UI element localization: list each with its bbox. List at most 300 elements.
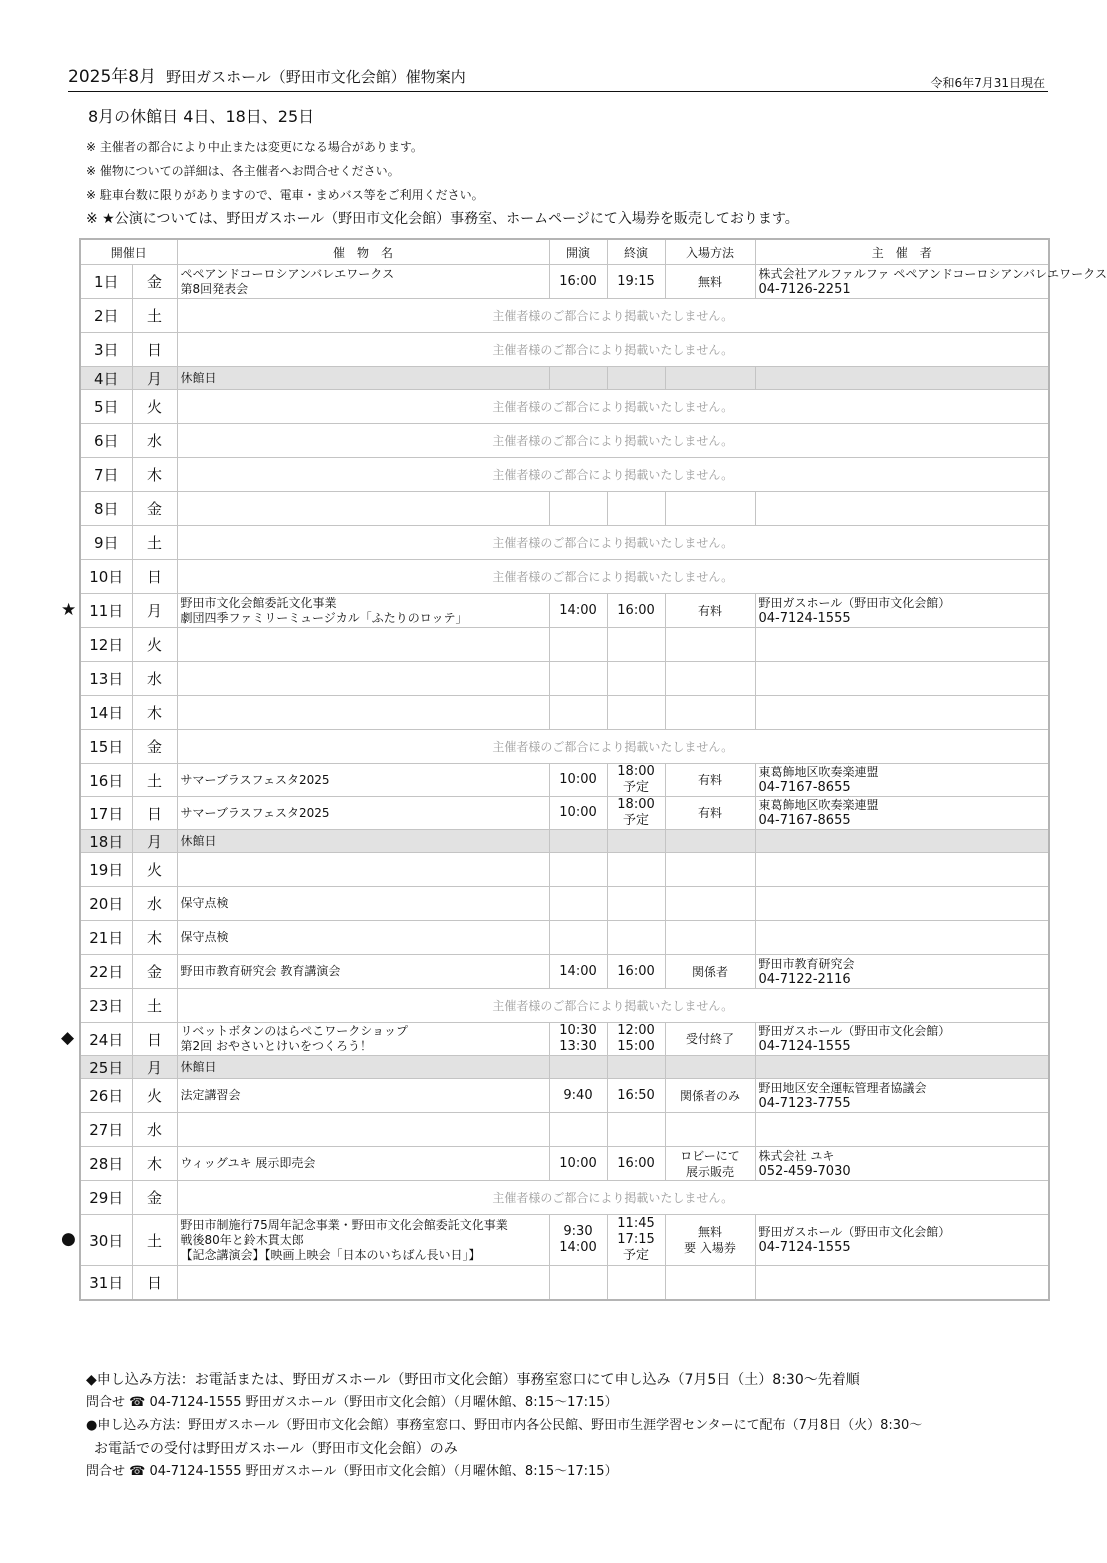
day-cell: 16日 (80, 764, 132, 797)
cell-line: 9:40 (563, 1087, 593, 1103)
cell-line: 10:30 (559, 1023, 597, 1038)
organizer-name: 株式会社アルファルファ ペペアンドコーロシアンバレエワークス (758, 266, 1107, 281)
cell-line: 戦後80年と鈴木貫太郎 (180, 1232, 304, 1247)
table-row (80, 921, 1049, 955)
close-time-cell (607, 887, 665, 921)
day-cell: 17日 (80, 797, 132, 830)
note-1: ※ 主催者の都合により中止または変更になる場合があります。 (86, 140, 423, 154)
day-cell: 4日 (80, 367, 132, 390)
event-name-cell (177, 1023, 549, 1056)
open-time-cell (549, 367, 607, 390)
cell-line: 16:00 (559, 273, 597, 289)
organizer-cell (755, 887, 1049, 921)
header-close-time: 終演 (607, 239, 665, 265)
table-row (80, 560, 1049, 594)
cell-line: 受付終了 (686, 1032, 735, 1046)
organizer-cell (755, 1079, 1049, 1113)
event-name-cell (177, 830, 549, 853)
weekday-cell: 木 (132, 696, 177, 730)
table-row (80, 390, 1049, 424)
event-name-cell (177, 594, 549, 628)
open-time-cell (549, 830, 607, 853)
cell-line: 関係者のみ (680, 1088, 741, 1103)
cell-line: 保守点検 (180, 896, 229, 910)
organizer-cell (755, 594, 1049, 628)
organizer-name: 東葛飾地区吹奏楽連盟 (758, 798, 879, 812)
organizer-cell (755, 1215, 1049, 1266)
organizer-cell (755, 955, 1049, 989)
entry-method-cell (665, 955, 755, 989)
day-cell: 18日 (80, 830, 132, 853)
footer-apply-diamond: ◆申し込み方法：お電話または、野田ガスホール（野田市文化会館）事務室窓口にて申し込み（7月5日（土）8:30～先着順 (86, 1372, 860, 1388)
weekday-cell: 土 (132, 1215, 177, 1266)
table-row (80, 830, 1049, 853)
day-cell: 9日 (80, 526, 132, 560)
organizer-phone: 04-7124-1555 (758, 610, 851, 626)
entry-method-cell (665, 492, 755, 526)
cell-line: 野田市制施行75周年記念事業・野田市文化会館委託文化事業 (180, 1217, 508, 1232)
cell-line: 11:45 (617, 1216, 655, 1231)
event-name-cell (177, 367, 549, 390)
open-time-cell (549, 853, 607, 887)
not-published-cell: 主催者様のご都合により掲載いたしません。 (177, 299, 1049, 333)
entry-method-cell (665, 1215, 755, 1266)
day-cell: 6日 (80, 424, 132, 458)
cell-line: 予定 (623, 1248, 650, 1263)
organizer-cell (755, 1023, 1049, 1056)
close-time-cell (607, 1079, 665, 1113)
table-row (80, 853, 1049, 887)
weekday-cell: 水 (132, 662, 177, 696)
day-cell: 25日 (80, 1056, 132, 1079)
cell-line: サマーブラスフェスタ2025 (180, 772, 330, 787)
entry-method-cell (665, 1266, 755, 1301)
day-cell: 22日 (80, 955, 132, 989)
organizer-name: 野田地区安全運転管理者協議会 (758, 1080, 927, 1095)
cell-line: 保守点検 (180, 930, 229, 944)
weekday-cell: 金 (132, 265, 177, 299)
weekday-cell: 木 (132, 458, 177, 492)
weekday-cell: 火 (132, 628, 177, 662)
footer-phone-note: お電話での受付は野田ガスホール（野田市文化会館）のみ (94, 1441, 458, 1457)
close-time-cell (607, 265, 665, 299)
close-time-cell (607, 797, 665, 830)
entry-method-cell (665, 367, 755, 390)
organizer-cell (755, 492, 1049, 526)
day-cell: 26日 (80, 1079, 132, 1113)
note-3: ※ 駐車台数に限りがありますので、電車・まめバス等をご利用ください。 (86, 188, 484, 202)
row-mark-icon: ● (61, 1229, 76, 1249)
cell-line: 14:00 (559, 1240, 597, 1255)
weekday-cell: 月 (132, 1056, 177, 1079)
entry-method-cell (665, 764, 755, 797)
weekday-cell: 日 (132, 1023, 177, 1056)
weekday-cell: 金 (132, 1181, 177, 1215)
organizer-cell (755, 921, 1049, 955)
cell-line: ペペアンドコーロシアンバレエワークス (180, 266, 395, 281)
note-4: ※ ★公演については、野田ガスホール（野田市文化会館）事務室、ホームページにて入場券を販売しております。 (86, 211, 799, 227)
entry-method-cell (665, 594, 755, 628)
close-time-cell (607, 830, 665, 853)
open-time-cell (549, 628, 607, 662)
organizer-name: 野田市教育研究会 (758, 956, 855, 971)
event-name-cell (177, 492, 549, 526)
open-time-cell (549, 662, 607, 696)
entry-method-cell (665, 853, 755, 887)
table-row (80, 594, 1049, 628)
note-2: ※ 催物についての詳細は、各主催者へお問合せください。 (86, 164, 400, 178)
cell-line: ロビーにて (680, 1148, 740, 1163)
cell-line: 予定 (623, 780, 650, 795)
table-row (80, 955, 1049, 989)
day-cell: 11日 (80, 594, 132, 628)
cell-line: 9:30 (563, 1224, 593, 1239)
weekday-cell: 土 (132, 526, 177, 560)
weekday-cell: 土 (132, 764, 177, 797)
event-name-cell (177, 1079, 549, 1113)
organizer-cell (755, 662, 1049, 696)
open-time-cell (549, 1215, 607, 1266)
close-time-cell (607, 628, 665, 662)
cell-line: 無料 (698, 274, 723, 289)
organizer-cell (755, 696, 1049, 730)
close-time-cell (607, 853, 665, 887)
entry-method-cell (665, 1023, 755, 1056)
day-cell: 14日 (80, 696, 132, 730)
close-time-cell (607, 594, 665, 628)
organizer-cell (755, 1113, 1049, 1147)
table-row (80, 458, 1049, 492)
day-cell: 5日 (80, 390, 132, 424)
weekday-cell: 日 (132, 560, 177, 594)
open-time-cell (549, 797, 607, 830)
table-row (80, 628, 1049, 662)
cell-line: 10:00 (559, 772, 597, 787)
day-cell: 19日 (80, 853, 132, 887)
day-cell: 21日 (80, 921, 132, 955)
cell-line: 有料 (698, 603, 723, 618)
entry-method-cell (665, 628, 755, 662)
weekday-cell: 月 (132, 594, 177, 628)
cell-line: 10:00 (559, 805, 597, 820)
weekday-cell: 火 (132, 853, 177, 887)
weekday-cell: 土 (132, 299, 177, 333)
not-published-cell: 主催者様のご都合により掲載いたしません。 (177, 458, 1049, 492)
table-row (80, 1266, 1049, 1301)
weekday-cell: 月 (132, 367, 177, 390)
event-name-cell (177, 1266, 549, 1301)
open-time-cell (549, 1056, 607, 1079)
cell-line: 16:00 (617, 602, 655, 618)
day-cell: 24日 (80, 1023, 132, 1056)
close-time-cell (607, 696, 665, 730)
day-cell: 20日 (80, 887, 132, 921)
table-row (80, 1056, 1049, 1079)
cell-line: 休館日 (180, 833, 217, 848)
organizer-phone: 04-7124-1555 (758, 1240, 851, 1255)
organizer-cell (755, 1266, 1049, 1301)
entry-method-cell (665, 265, 755, 299)
weekday-cell: 日 (132, 797, 177, 830)
entry-method-cell (665, 662, 755, 696)
weekday-cell: 水 (132, 1113, 177, 1147)
organizer-cell (755, 764, 1049, 797)
table-row (80, 887, 1049, 921)
close-time-cell (607, 921, 665, 955)
entry-method-cell (665, 1147, 755, 1181)
cell-line: 【記念講演会】【映画上映会「日本のいちばん長い日」】 (180, 1247, 481, 1262)
cell-line: 劇団四季ファミリーミュージカル「ふたりのロッテ」 (180, 610, 468, 625)
entry-method-cell (665, 1056, 755, 1079)
as-of-date: 令和6年7月31日現在 (930, 76, 1045, 90)
table-row (80, 367, 1049, 390)
cell-line: 13:30 (559, 1039, 597, 1054)
open-time-cell (549, 1113, 607, 1147)
cell-line: 15:00 (617, 1039, 655, 1054)
cell-line: 16:50 (617, 1087, 655, 1103)
cell-line: 法定講習会 (180, 1088, 241, 1102)
notes (86, 139, 799, 235)
footer-contact-2: 問合せ ☎ 04-7124-1555 野田ガスホール（野田市文化会館）（月曜休館、8:15～17:15） (86, 1464, 618, 1479)
entry-method-cell (665, 1113, 755, 1147)
row-mark-icon: ◆ (61, 1028, 75, 1048)
organizer-name: 東葛飾地区吹奏楽連盟 (758, 765, 879, 779)
open-time-cell (549, 696, 607, 730)
cell-line: 休館日 (180, 1059, 217, 1074)
footer-contact-1: 問合せ ☎ 04-7124-1555 野田ガスホール（野田市文化会館）（月曜休館、8:15～17:15） (86, 1395, 618, 1410)
cell-line: 10:00 (559, 1155, 597, 1171)
day-cell: 10日 (80, 560, 132, 594)
cell-line: ウィッグユキ 展示即売会 (180, 1156, 316, 1170)
day-cell: 28日 (80, 1147, 132, 1181)
table-row (80, 730, 1049, 764)
entry-method-cell (665, 887, 755, 921)
cell-line: 18:00 (617, 764, 655, 779)
organizer-cell (755, 628, 1049, 662)
cell-line: 16:00 (617, 1155, 655, 1171)
weekday-cell: 日 (132, 1266, 177, 1301)
day-cell: 30日 (80, 1215, 132, 1266)
close-time-cell (607, 1215, 665, 1266)
cell-line: 展示販売 (686, 1164, 735, 1179)
cell-line: 14:00 (559, 602, 597, 618)
day-cell: 29日 (80, 1181, 132, 1215)
entry-method-cell (665, 1079, 755, 1113)
weekday-cell: 月 (132, 830, 177, 853)
organizer-cell (755, 1147, 1049, 1181)
organizer-phone: 04-7167-8655 (758, 780, 851, 795)
entry-method-cell (665, 921, 755, 955)
organizer-phone: 04-7122-2116 (758, 971, 851, 987)
event-name-cell (177, 696, 549, 730)
close-time-cell (607, 764, 665, 797)
open-time-cell (549, 265, 607, 299)
weekday-cell: 土 (132, 989, 177, 1023)
event-name-cell (177, 921, 549, 955)
cell-line: 予定 (623, 813, 650, 828)
cell-line: 休館日 (180, 370, 217, 385)
table-row (80, 1079, 1049, 1113)
weekday-cell: 火 (132, 390, 177, 424)
cell-line: 無料 (698, 1225, 723, 1239)
organizer-phone: 04-7124-1555 (758, 1039, 851, 1054)
event-name-cell (177, 1147, 549, 1181)
entry-method-cell (665, 696, 755, 730)
day-cell: 2日 (80, 299, 132, 333)
entry-method-cell (665, 797, 755, 830)
event-name-cell (177, 797, 549, 830)
cell-line: 12:00 (617, 1023, 655, 1038)
not-published-cell: 主催者様のご都合により掲載いたしません。 (177, 526, 1049, 560)
open-time-cell (549, 1079, 607, 1113)
weekday-cell: 水 (132, 887, 177, 921)
closed-days: 8月の休館日 4日、18日、25日 (88, 107, 315, 126)
document-header (68, 62, 466, 87)
event-name-cell (177, 887, 549, 921)
footer (86, 1370, 922, 1485)
table-row (80, 265, 1049, 299)
organizer-cell (755, 853, 1049, 887)
close-time-cell (607, 1056, 665, 1079)
header-date: 開催日 (80, 239, 177, 265)
footer-apply-circle: ●申し込み方法：野田ガスホール（野田市文化会館）事務室窓口、野田市内各公民館、野田市生涯学習センターにて配布（7月8日（火）8:30～ (86, 1418, 923, 1433)
table-row (80, 1181, 1049, 1215)
not-published-cell: 主催者様のご都合により掲載いたしません。 (177, 1181, 1049, 1215)
table-row (80, 1113, 1049, 1147)
close-time-cell (607, 955, 665, 989)
header-event-name: 催 物 名 (177, 239, 549, 265)
table-row (80, 333, 1049, 367)
open-time-cell (549, 492, 607, 526)
table-row (80, 1215, 1049, 1266)
cell-line: 有料 (698, 773, 723, 787)
cell-line: 18:00 (617, 797, 655, 812)
organizer-phone: 04-7167-8655 (758, 813, 851, 828)
open-time-cell (549, 594, 607, 628)
weekday-cell: 水 (132, 424, 177, 458)
table-row (80, 797, 1049, 830)
table-row (80, 764, 1049, 797)
open-time-cell (549, 955, 607, 989)
day-cell: 31日 (80, 1266, 132, 1301)
weekday-cell: 金 (132, 730, 177, 764)
close-time-cell (607, 1113, 665, 1147)
day-cell: 7日 (80, 458, 132, 492)
header-entry-method: 入場方法 (665, 239, 755, 265)
header-open-time: 開演 (549, 239, 607, 265)
close-time-cell (607, 662, 665, 696)
not-published-cell: 主催者様のご都合により掲載いたしません。 (177, 390, 1049, 424)
header-rule (68, 91, 1048, 92)
open-time-cell (549, 1266, 607, 1301)
cell-line: 野田市教育研究会 教育講演会 (180, 964, 341, 978)
row-mark-icon: ★ (61, 599, 77, 620)
day-cell: 12日 (80, 628, 132, 662)
day-cell: 1日 (80, 265, 132, 299)
event-name-cell (177, 1215, 549, 1266)
cell-line: 19:15 (617, 273, 655, 289)
day-cell: 15日 (80, 730, 132, 764)
header-organizer: 主 催 者 (755, 239, 1049, 265)
weekday-cell: 木 (132, 1147, 177, 1181)
close-time-cell (607, 1147, 665, 1181)
day-cell: 27日 (80, 1113, 132, 1147)
organizer-phone: 04-7126-2251 (758, 281, 851, 297)
not-published-cell: 主催者様のご都合により掲載いたしません。 (177, 333, 1049, 367)
event-name-cell (177, 764, 549, 797)
day-cell: 13日 (80, 662, 132, 696)
cell-line: 第8回発表会 (180, 281, 249, 296)
cell-line: 有料 (698, 806, 723, 820)
organizer-cell (755, 797, 1049, 830)
close-time-cell (607, 1266, 665, 1301)
cell-line: 野田市文化会館委託文化事業 (180, 595, 337, 610)
open-time-cell (549, 921, 607, 955)
table-header-row (80, 239, 1049, 265)
organizer-name: 野田ガスホール（野田市文化会館） (758, 595, 951, 610)
organizer-cell (755, 265, 1107, 299)
organizer-phone: 052-459-7030 (758, 1163, 851, 1179)
cell-line: 17:15 (617, 1232, 655, 1247)
open-time-cell (549, 1147, 607, 1181)
table-row (80, 526, 1049, 560)
close-time-cell (607, 492, 665, 526)
cell-line: 要 入場券 (684, 1241, 736, 1255)
table-row (80, 424, 1049, 458)
organizer-cell (755, 1056, 1049, 1079)
table-row (80, 696, 1049, 730)
cell-line: 第2回 おやさいとけいをつくろう！ (180, 1039, 372, 1053)
weekday-cell: 金 (132, 955, 177, 989)
weekday-cell: 金 (132, 492, 177, 526)
day-cell: 3日 (80, 333, 132, 367)
organizer-name: 野田ガスホール（野田市文化会館） (758, 1225, 951, 1239)
event-name-cell (177, 955, 549, 989)
weekday-cell: 火 (132, 1079, 177, 1113)
schedule-table (79, 238, 1107, 1301)
entry-method-cell (665, 830, 755, 853)
table-row (80, 1147, 1049, 1181)
event-name-cell (177, 1056, 549, 1079)
event-name-cell (177, 265, 549, 299)
organizer-cell (755, 830, 1049, 853)
event-name-cell (177, 628, 549, 662)
day-cell: 23日 (80, 989, 132, 1023)
open-time-cell (549, 1023, 607, 1056)
not-published-cell: 主催者様のご都合により掲載いたしません。 (177, 560, 1049, 594)
organizer-name: 株式会社 ユキ (758, 1148, 835, 1163)
document-title: 野田ガスホール（野田市文化会館）催物案内 (166, 68, 466, 86)
event-name-cell (177, 662, 549, 696)
cell-line: サマーブラスフェスタ2025 (180, 805, 330, 820)
organizer-name: 野田ガスホール（野田市文化会館） (758, 1024, 951, 1038)
event-name-cell (177, 1113, 549, 1147)
weekday-cell: 木 (132, 921, 177, 955)
day-cell: 8日 (80, 492, 132, 526)
open-time-cell (549, 764, 607, 797)
table-row (80, 1023, 1049, 1056)
table-row (80, 492, 1049, 526)
not-published-cell: 主催者様のご都合により掲載いたしません。 (177, 730, 1049, 764)
cell-line: 14:00 (559, 963, 597, 979)
open-time-cell (549, 887, 607, 921)
table-row (80, 299, 1049, 333)
organizer-cell (755, 367, 1049, 390)
cell-line: 関係者 (692, 964, 729, 979)
year-month: 2025年8月 (68, 67, 157, 87)
cell-line: 16:00 (617, 963, 655, 979)
not-published-cell: 主催者様のご都合により掲載いたしません。 (177, 424, 1049, 458)
